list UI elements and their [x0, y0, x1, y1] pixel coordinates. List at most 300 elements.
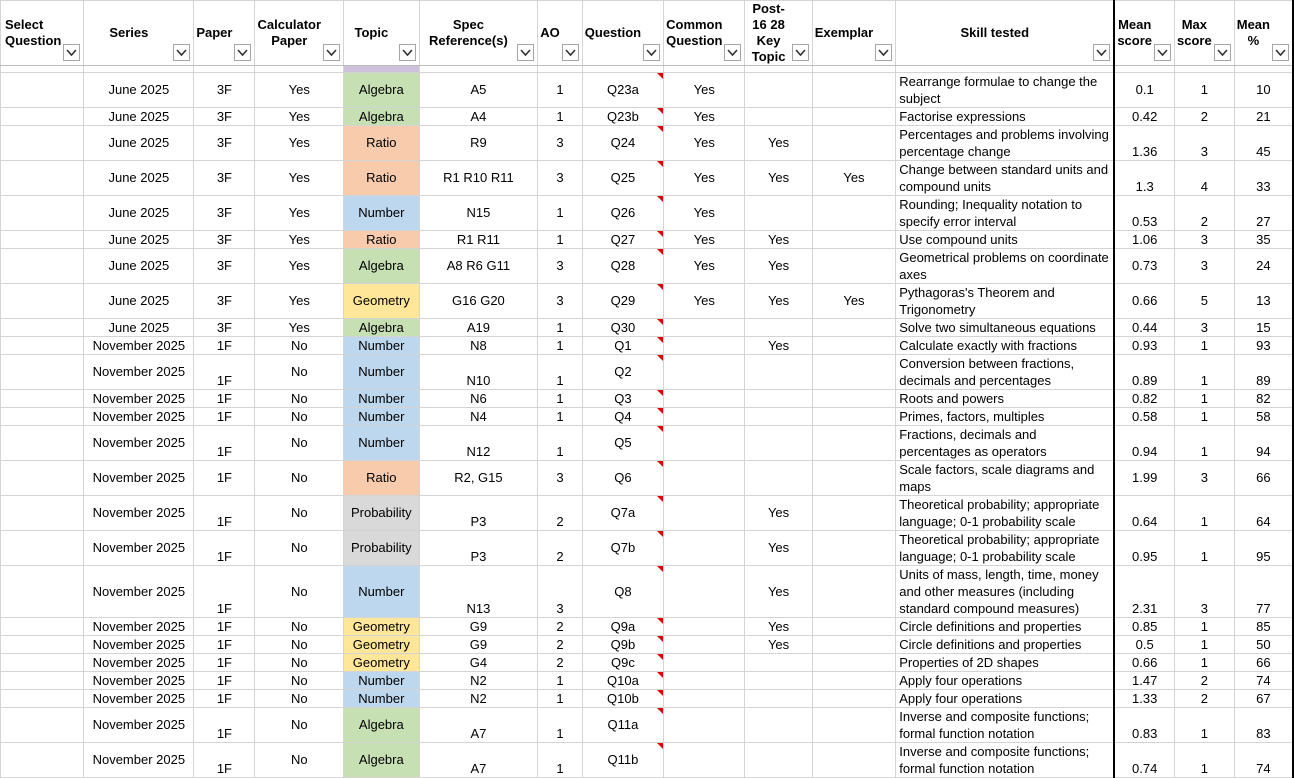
cell-exemplar[interactable]: [812, 408, 896, 426]
cell-topic[interactable]: Number: [344, 566, 420, 618]
cell-post16[interactable]: [745, 426, 812, 461]
cell-max[interactable]: 3: [1175, 231, 1235, 249]
cell-spec[interactable]: N2: [419, 690, 538, 708]
cell-question[interactable]: Q7b: [582, 531, 663, 566]
cell-skill[interactable]: Circle definitions and properties: [896, 636, 1115, 654]
cell-topic[interactable]: Algebra: [344, 249, 420, 284]
cell-series[interactable]: November 2025: [84, 355, 194, 390]
cell-ao[interactable]: 2: [538, 531, 583, 566]
cell-select[interactable]: [1, 566, 84, 618]
cell-question[interactable]: Q7a: [582, 496, 663, 531]
cell-max[interactable]: 1: [1175, 390, 1235, 408]
cell-series[interactable]: November 2025: [84, 743, 194, 778]
cell-max[interactable]: 2: [1175, 690, 1235, 708]
cell-spec[interactable]: G4: [419, 654, 538, 672]
cell-skill[interactable]: Fractions, decimals and percentages as operators: [896, 426, 1115, 461]
cell-skill[interactable]: Solve two simultaneous equations: [896, 319, 1115, 337]
filter-dropdown-icon[interactable]: [234, 44, 251, 61]
cell-max[interactable]: 3: [1175, 566, 1235, 618]
cell-post16[interactable]: [745, 196, 812, 231]
cell-series[interactable]: November 2025: [84, 672, 194, 690]
cell-ao[interactable]: 1: [538, 408, 583, 426]
cell-question[interactable]: Q1: [582, 337, 663, 355]
cell-skill[interactable]: Rearrange formulae to change the subject: [896, 73, 1115, 108]
cell-common[interactable]: [664, 566, 745, 618]
filter-dropdown-icon[interactable]: [173, 44, 190, 61]
cell-calc[interactable]: Yes: [255, 284, 344, 319]
filter-dropdown-icon[interactable]: [399, 44, 416, 61]
cell-exemplar[interactable]: [812, 108, 896, 126]
cell-spec[interactable]: N13: [419, 566, 538, 618]
cell-topic[interactable]: Number: [344, 390, 420, 408]
cell-select[interactable]: [1, 66, 84, 73]
cell-post16[interactable]: Yes: [745, 496, 812, 531]
cell-topic[interactable]: Ratio: [344, 161, 420, 196]
cell-common[interactable]: [664, 690, 745, 708]
cell-spec[interactable]: A4: [419, 108, 538, 126]
cell-series[interactable]: November 2025: [84, 636, 194, 654]
cell-ao[interactable]: 3: [538, 284, 583, 319]
cell-skill[interactable]: Geometrical problems on coordinate axes: [896, 249, 1115, 284]
cell-series[interactable]: June 2025: [84, 249, 194, 284]
cell-post16[interactable]: Yes: [745, 636, 812, 654]
cell-paper[interactable]: 3F: [194, 284, 255, 319]
cell-ao[interactable]: [538, 66, 583, 73]
cell-max[interactable]: 1: [1175, 636, 1235, 654]
cell-select[interactable]: [1, 496, 84, 531]
cell-meanpct[interactable]: 27: [1234, 196, 1293, 231]
cell-mean[interactable]: 0.66: [1114, 284, 1174, 319]
cell-skill[interactable]: Percentages and problems involving percentage change: [896, 126, 1115, 161]
cell-question[interactable]: Q28: [582, 249, 663, 284]
cell-common[interactable]: Yes: [664, 161, 745, 196]
cell-max[interactable]: 2: [1175, 108, 1235, 126]
cell-topic[interactable]: Algebra: [344, 319, 420, 337]
filter-dropdown-icon[interactable]: [1154, 44, 1171, 61]
cell-skill[interactable]: Theoretical probability; appropriate language; 0-1 probability scale: [896, 531, 1115, 566]
cell-post16[interactable]: [745, 690, 812, 708]
cell-topic[interactable]: Probability: [344, 496, 420, 531]
cell-spec[interactable]: R1 R10 R11: [419, 161, 538, 196]
cell-paper[interactable]: 1F: [194, 618, 255, 636]
cell-select[interactable]: [1, 636, 84, 654]
cell-series[interactable]: November 2025: [84, 408, 194, 426]
cell-series[interactable]: November 2025: [84, 496, 194, 531]
cell-spec[interactable]: G9: [419, 636, 538, 654]
cell-max[interactable]: 1: [1175, 408, 1235, 426]
cell-skill[interactable]: Roots and powers: [896, 390, 1115, 408]
cell-meanpct[interactable]: 89: [1234, 355, 1293, 390]
cell-paper[interactable]: 1F: [194, 496, 255, 531]
cell-meanpct[interactable]: 74: [1234, 672, 1293, 690]
cell-exemplar[interactable]: [812, 690, 896, 708]
cell-skill[interactable]: Factorise expressions: [896, 108, 1115, 126]
cell-max[interactable]: 1: [1175, 496, 1235, 531]
cell-post16[interactable]: Yes: [745, 126, 812, 161]
cell-meanpct[interactable]: [1234, 66, 1293, 73]
cell-paper[interactable]: 3F: [194, 161, 255, 196]
cell-paper[interactable]: 1F: [194, 461, 255, 496]
cell-meanpct[interactable]: 13: [1234, 284, 1293, 319]
cell-common[interactable]: [664, 618, 745, 636]
cell-max[interactable]: 1: [1175, 743, 1235, 778]
cell-mean[interactable]: 0.94: [1114, 426, 1174, 461]
cell-question[interactable]: Q3: [582, 390, 663, 408]
cell-spec[interactable]: G9: [419, 618, 538, 636]
cell-meanpct[interactable]: 21: [1234, 108, 1293, 126]
cell-exemplar[interactable]: [812, 426, 896, 461]
cell-meanpct[interactable]: 58: [1234, 408, 1293, 426]
cell-ao[interactable]: 3: [538, 249, 583, 284]
cell-question[interactable]: Q8: [582, 566, 663, 618]
cell-spec[interactable]: R1 R11: [419, 231, 538, 249]
cell-select[interactable]: [1, 161, 84, 196]
cell-paper[interactable]: 3F: [194, 108, 255, 126]
cell-max[interactable]: 1: [1175, 73, 1235, 108]
cell-post16[interactable]: [745, 743, 812, 778]
cell-ao[interactable]: 3: [538, 566, 583, 618]
cell-series[interactable]: November 2025: [84, 426, 194, 461]
cell-series[interactable]: November 2025: [84, 390, 194, 408]
cell-spec[interactable]: R2, G15: [419, 461, 538, 496]
cell-spec[interactable]: N6: [419, 390, 538, 408]
cell-question[interactable]: Q2: [582, 355, 663, 390]
cell-topic[interactable]: Algebra: [344, 743, 420, 778]
cell-meanpct[interactable]: 10: [1234, 73, 1293, 108]
cell-meanpct[interactable]: 95: [1234, 531, 1293, 566]
cell-series[interactable]: November 2025: [84, 566, 194, 618]
cell-meanpct[interactable]: 50: [1234, 636, 1293, 654]
cell-exemplar[interactable]: [812, 566, 896, 618]
cell-paper[interactable]: 1F: [194, 690, 255, 708]
cell-paper[interactable]: 3F: [194, 231, 255, 249]
cell-skill[interactable]: Change between standard units and compound units: [896, 161, 1115, 196]
cell-calc[interactable]: No: [255, 636, 344, 654]
cell-select[interactable]: [1, 390, 84, 408]
cell-calc[interactable]: No: [255, 743, 344, 778]
cell-topic[interactable]: Geometry: [344, 654, 420, 672]
filter-dropdown-icon[interactable]: [517, 44, 534, 61]
cell-ao[interactable]: 1: [538, 708, 583, 743]
cell-ao[interactable]: 3: [538, 461, 583, 496]
cell-mean[interactable]: 1.3: [1114, 161, 1174, 196]
cell-topic[interactable]: Number: [344, 337, 420, 355]
cell-ao[interactable]: 1: [538, 690, 583, 708]
cell-common[interactable]: Yes: [664, 284, 745, 319]
cell-question[interactable]: Q27: [582, 231, 663, 249]
cell-paper[interactable]: 1F: [194, 566, 255, 618]
filter-dropdown-icon[interactable]: [1214, 44, 1231, 61]
cell-calc[interactable]: No: [255, 672, 344, 690]
cell-series[interactable]: November 2025: [84, 461, 194, 496]
cell-meanpct[interactable]: 77: [1234, 566, 1293, 618]
cell-ao[interactable]: 2: [538, 654, 583, 672]
cell-common[interactable]: [664, 337, 745, 355]
cell-mean[interactable]: 0.58: [1114, 408, 1174, 426]
cell-max[interactable]: 1: [1175, 531, 1235, 566]
cell-max[interactable]: 1: [1175, 426, 1235, 461]
cell-question[interactable]: Q9a: [582, 618, 663, 636]
cell-mean[interactable]: 1.99: [1114, 461, 1174, 496]
cell-mean[interactable]: 0.89: [1114, 355, 1174, 390]
cell-calc[interactable]: No: [255, 461, 344, 496]
cell-topic[interactable]: Number: [344, 672, 420, 690]
cell-select[interactable]: [1, 337, 84, 355]
cell-question[interactable]: Q24: [582, 126, 663, 161]
cell-calc[interactable]: Yes: [255, 231, 344, 249]
cell-mean[interactable]: 0.5: [1114, 636, 1174, 654]
cell-exemplar[interactable]: [812, 249, 896, 284]
cell-common[interactable]: Yes: [664, 73, 745, 108]
cell-exemplar[interactable]: [812, 73, 896, 108]
cell-meanpct[interactable]: 83: [1234, 708, 1293, 743]
cell-calc[interactable]: Yes: [255, 108, 344, 126]
cell-question[interactable]: Q11b: [582, 743, 663, 778]
cell-mean[interactable]: 0.42: [1114, 108, 1174, 126]
cell-spec[interactable]: A19: [419, 319, 538, 337]
cell-paper[interactable]: 3F: [194, 319, 255, 337]
cell-spec[interactable]: A5: [419, 73, 538, 108]
cell-paper[interactable]: 3F: [194, 73, 255, 108]
cell-mean[interactable]: 0.66: [1114, 654, 1174, 672]
cell-series[interactable]: November 2025: [84, 654, 194, 672]
cell-exemplar[interactable]: [812, 337, 896, 355]
cell-calc[interactable]: Yes: [255, 319, 344, 337]
cell-paper[interactable]: 1F: [194, 355, 255, 390]
cell-mean[interactable]: 1.33: [1114, 690, 1174, 708]
cell-calc[interactable]: Yes: [255, 73, 344, 108]
cell-question[interactable]: Q25: [582, 161, 663, 196]
cell-ao[interactable]: 1: [538, 231, 583, 249]
cell-calc[interactable]: No: [255, 355, 344, 390]
cell-post16[interactable]: [745, 654, 812, 672]
cell-common[interactable]: [664, 355, 745, 390]
cell-common[interactable]: Yes: [664, 196, 745, 231]
cell-skill[interactable]: Scale factors, scale diagrams and maps: [896, 461, 1115, 496]
cell-paper[interactable]: 3F: [194, 249, 255, 284]
cell-series[interactable]: November 2025: [84, 618, 194, 636]
cell-max[interactable]: 1: [1175, 355, 1235, 390]
filter-dropdown-icon[interactable]: [63, 44, 80, 61]
cell-calc[interactable]: Yes: [255, 196, 344, 231]
cell-series[interactable]: June 2025: [84, 126, 194, 161]
cell-question[interactable]: Q6: [582, 461, 663, 496]
cell-select[interactable]: [1, 284, 84, 319]
cell-skill[interactable]: Units of mass, length, time, money and other measures (including standard compound measures): [896, 566, 1115, 618]
cell-post16[interactable]: [745, 461, 812, 496]
cell-exemplar[interactable]: [812, 743, 896, 778]
cell-topic[interactable]: Number: [344, 196, 420, 231]
cell-ao[interactable]: 1: [538, 743, 583, 778]
cell-post16[interactable]: Yes: [745, 618, 812, 636]
filter-dropdown-icon[interactable]: [1272, 44, 1289, 61]
cell-exemplar[interactable]: [812, 319, 896, 337]
cell-series[interactable]: June 2025: [84, 284, 194, 319]
cell-exemplar[interactable]: [812, 654, 896, 672]
cell-ao[interactable]: 1: [538, 108, 583, 126]
cell-calc[interactable]: No: [255, 337, 344, 355]
cell-calc[interactable]: No: [255, 566, 344, 618]
cell-select[interactable]: [1, 690, 84, 708]
cell-topic[interactable]: Algebra: [344, 73, 420, 108]
cell-paper[interactable]: 1F: [194, 672, 255, 690]
cell-topic[interactable]: Number: [344, 426, 420, 461]
cell-series[interactable]: June 2025: [84, 319, 194, 337]
cell-exemplar[interactable]: [812, 390, 896, 408]
cell-series[interactable]: June 2025: [84, 108, 194, 126]
cell-post16[interactable]: [745, 390, 812, 408]
cell-paper[interactable]: 3F: [194, 126, 255, 161]
cell-ao[interactable]: 3: [538, 126, 583, 161]
cell-calc[interactable]: No: [255, 690, 344, 708]
cell-meanpct[interactable]: 35: [1234, 231, 1293, 249]
cell-question[interactable]: Q26: [582, 196, 663, 231]
cell-mean[interactable]: 0.85: [1114, 618, 1174, 636]
cell-spec[interactable]: [419, 66, 538, 73]
filter-dropdown-icon[interactable]: [724, 44, 741, 61]
cell-exemplar[interactable]: [812, 672, 896, 690]
cell-post16[interactable]: [745, 355, 812, 390]
filter-dropdown-icon[interactable]: [643, 44, 660, 61]
cell-select[interactable]: [1, 618, 84, 636]
cell-question[interactable]: Q4: [582, 408, 663, 426]
cell-question[interactable]: Q23a: [582, 73, 663, 108]
cell-exemplar[interactable]: [812, 355, 896, 390]
cell-question[interactable]: Q9b: [582, 636, 663, 654]
cell-ao[interactable]: 1: [538, 672, 583, 690]
cell-mean[interactable]: 0.93: [1114, 337, 1174, 355]
cell-exemplar[interactable]: [812, 636, 896, 654]
filter-dropdown-icon[interactable]: [1093, 44, 1110, 61]
cell-meanpct[interactable]: 94: [1234, 426, 1293, 461]
cell-ao[interactable]: 1: [538, 196, 583, 231]
cell-meanpct[interactable]: 66: [1234, 654, 1293, 672]
filter-dropdown-icon[interactable]: [562, 44, 579, 61]
cell-topic[interactable]: Probability: [344, 531, 420, 566]
cell-common[interactable]: [664, 531, 745, 566]
cell-topic[interactable]: Ratio: [344, 231, 420, 249]
cell-topic[interactable]: Geometry: [344, 618, 420, 636]
cell-spec[interactable]: A7: [419, 743, 538, 778]
cell-common[interactable]: [664, 636, 745, 654]
cell-topic[interactable]: Ratio: [344, 126, 420, 161]
cell-mean[interactable]: 0.1: [1114, 73, 1174, 108]
cell-spec[interactable]: A7: [419, 708, 538, 743]
cell-common[interactable]: Yes: [664, 231, 745, 249]
cell-select[interactable]: [1, 126, 84, 161]
cell-max[interactable]: 5: [1175, 284, 1235, 319]
cell-meanpct[interactable]: 64: [1234, 496, 1293, 531]
cell-calc[interactable]: No: [255, 708, 344, 743]
cell-meanpct[interactable]: 66: [1234, 461, 1293, 496]
cell-spec[interactable]: N10: [419, 355, 538, 390]
cell-max[interactable]: 1: [1175, 337, 1235, 355]
cell-calc[interactable]: No: [255, 408, 344, 426]
cell-calc[interactable]: No: [255, 390, 344, 408]
cell-max[interactable]: 3: [1175, 126, 1235, 161]
cell-common[interactable]: [664, 743, 745, 778]
cell-select[interactable]: [1, 708, 84, 743]
cell-mean[interactable]: 0.74: [1114, 743, 1174, 778]
cell-post16[interactable]: [745, 66, 812, 73]
cell-select[interactable]: [1, 672, 84, 690]
cell-topic[interactable]: Geometry: [344, 636, 420, 654]
cell-meanpct[interactable]: 93: [1234, 337, 1293, 355]
cell-series[interactable]: November 2025: [84, 337, 194, 355]
cell-mean[interactable]: 0.64: [1114, 496, 1174, 531]
cell-post16[interactable]: Yes: [745, 566, 812, 618]
cell-calc[interactable]: No: [255, 618, 344, 636]
cell-paper[interactable]: 3F: [194, 196, 255, 231]
cell-select[interactable]: [1, 249, 84, 284]
cell-common[interactable]: [664, 672, 745, 690]
cell-paper[interactable]: 1F: [194, 654, 255, 672]
cell-paper[interactable]: [194, 66, 255, 73]
cell-mean[interactable]: 1.47: [1114, 672, 1174, 690]
cell-skill[interactable]: Circle definitions and properties: [896, 618, 1115, 636]
cell-skill[interactable]: Rounding; Inequality notation to specify error interval: [896, 196, 1115, 231]
cell-topic[interactable]: [344, 66, 420, 73]
cell-spec[interactable]: P3: [419, 496, 538, 531]
cell-series[interactable]: June 2025: [84, 196, 194, 231]
cell-common[interactable]: [664, 461, 745, 496]
cell-series[interactable]: June 2025: [84, 231, 194, 249]
cell-exemplar[interactable]: [812, 126, 896, 161]
cell-spec[interactable]: N8: [419, 337, 538, 355]
filter-dropdown-icon[interactable]: [875, 44, 892, 61]
cell-question[interactable]: Q9c: [582, 654, 663, 672]
cell-mean[interactable]: 0.44: [1114, 319, 1174, 337]
cell-paper[interactable]: 1F: [194, 531, 255, 566]
cell-calc[interactable]: No: [255, 531, 344, 566]
cell-select[interactable]: [1, 108, 84, 126]
cell-skill[interactable]: Inverse and composite functions; formal function notation: [896, 743, 1115, 778]
cell-post16[interactable]: Yes: [745, 161, 812, 196]
cell-skill[interactable]: Pythagoras's Theorem and Trigonometry: [896, 284, 1115, 319]
cell-spec[interactable]: N4: [419, 408, 538, 426]
cell-paper[interactable]: 1F: [194, 337, 255, 355]
cell-common[interactable]: [664, 66, 745, 73]
cell-mean[interactable]: 0.83: [1114, 708, 1174, 743]
cell-ao[interactable]: 1: [538, 355, 583, 390]
cell-meanpct[interactable]: 45: [1234, 126, 1293, 161]
cell-paper[interactable]: 1F: [194, 708, 255, 743]
cell-skill[interactable]: Primes, factors, multiples: [896, 408, 1115, 426]
cell-mean[interactable]: 1.36: [1114, 126, 1174, 161]
cell-select[interactable]: [1, 426, 84, 461]
cell-question[interactable]: Q23b: [582, 108, 663, 126]
cell-paper[interactable]: 1F: [194, 390, 255, 408]
cell-topic[interactable]: Number: [344, 690, 420, 708]
cell-meanpct[interactable]: 67: [1234, 690, 1293, 708]
cell-mean[interactable]: 0.82: [1114, 390, 1174, 408]
cell-max[interactable]: [1175, 66, 1235, 73]
cell-post16[interactable]: Yes: [745, 249, 812, 284]
cell-post16[interactable]: Yes: [745, 337, 812, 355]
cell-topic[interactable]: Algebra: [344, 108, 420, 126]
cell-common[interactable]: Yes: [664, 249, 745, 284]
cell-series[interactable]: [84, 66, 194, 73]
cell-max[interactable]: 2: [1175, 196, 1235, 231]
cell-post16[interactable]: [745, 108, 812, 126]
cell-topic[interactable]: Algebra: [344, 708, 420, 743]
cell-calc[interactable]: Yes: [255, 161, 344, 196]
cell-series[interactable]: November 2025: [84, 690, 194, 708]
cell-spec[interactable]: G16 G20: [419, 284, 538, 319]
cell-ao[interactable]: 1: [538, 390, 583, 408]
cell-spec[interactable]: N15: [419, 196, 538, 231]
cell-series[interactable]: June 2025: [84, 161, 194, 196]
